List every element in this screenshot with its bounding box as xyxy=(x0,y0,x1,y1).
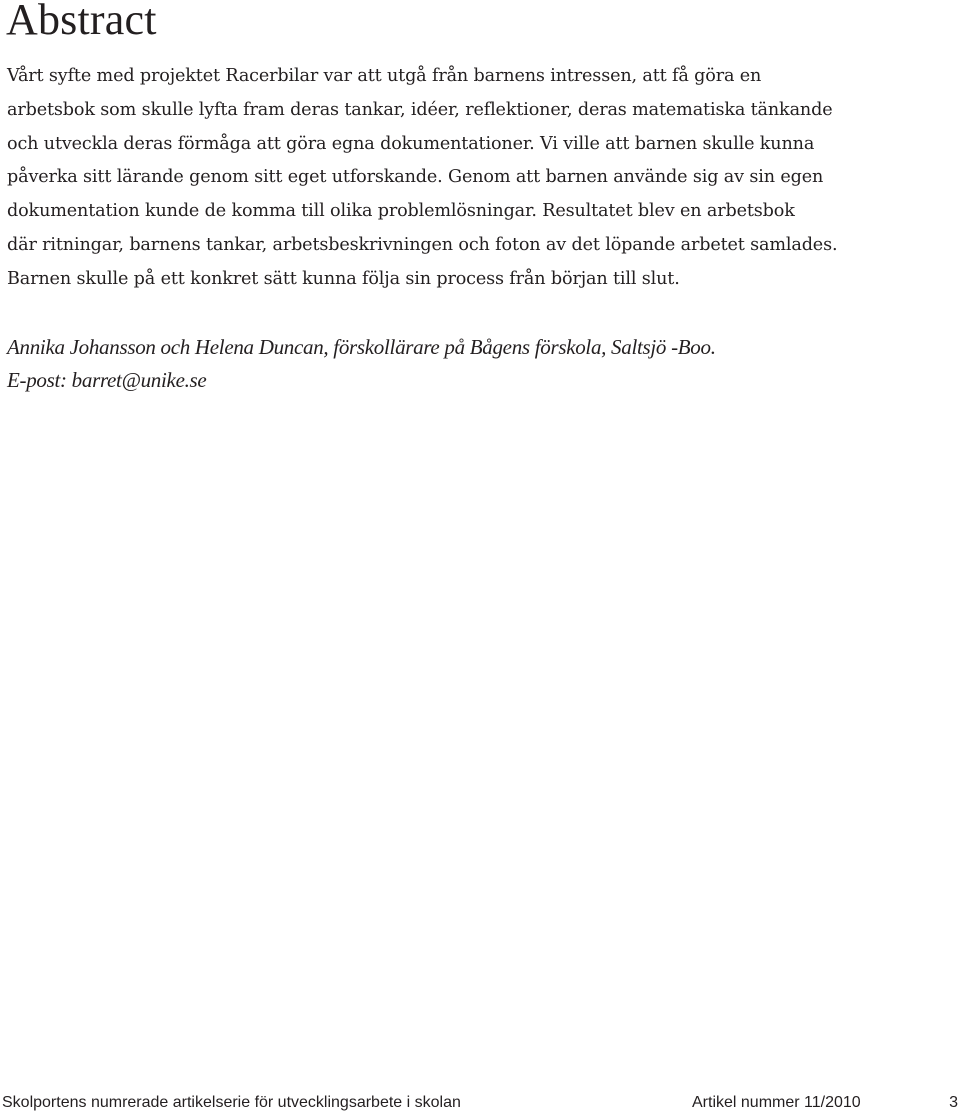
abstract-line: och utveckla deras förmåga att göra egna dokumentationer. Vi ville att barnen skulle kunna xyxy=(7,133,815,154)
author-names: Annika Johansson och Helena Duncan, förskollärare på Bågens förskola, Saltsjö -Boo. xyxy=(7,335,716,359)
abstract-paragraph xyxy=(7,60,957,297)
author-block xyxy=(7,331,716,397)
abstract-line: påverka sitt lärande genom sitt eget utforskande. Genom att barnen använde sig av sin egen xyxy=(7,167,824,188)
abstract-line: arbetsbok som skulle lyfta fram deras tankar, idéer, reflektioner, deras matematiska tänkande xyxy=(7,99,833,120)
footer-series-title: Skolportens numrerade artikelserie för utvecklingsarbete i skolan xyxy=(2,1094,461,1111)
abstract-line: Barnen skulle på ett konkret sätt kunna följa sin process från början till slut. xyxy=(7,268,680,289)
abstract-line: där ritningar, barnens tankar, arbetsbeskrivningen och foton av det löpande arbetet samlades. xyxy=(7,234,838,255)
page-footer xyxy=(0,1092,960,1113)
author-email: E-post: barret@unike.se xyxy=(7,368,207,392)
abstract-line: Vårt syfte med projektet Racerbilar var att utgå från barnens intressen, att få göra en xyxy=(7,66,762,86)
footer-page-number: 3 xyxy=(949,1094,958,1111)
abstract-line: dokumentation kunde de komma till olika problemlösningar. Resultatet blev en arbetsbok xyxy=(7,201,795,222)
abstract-heading: Abstract xyxy=(6,0,157,44)
footer-article-number: Artikel nummer 11/2010 xyxy=(692,1094,861,1111)
